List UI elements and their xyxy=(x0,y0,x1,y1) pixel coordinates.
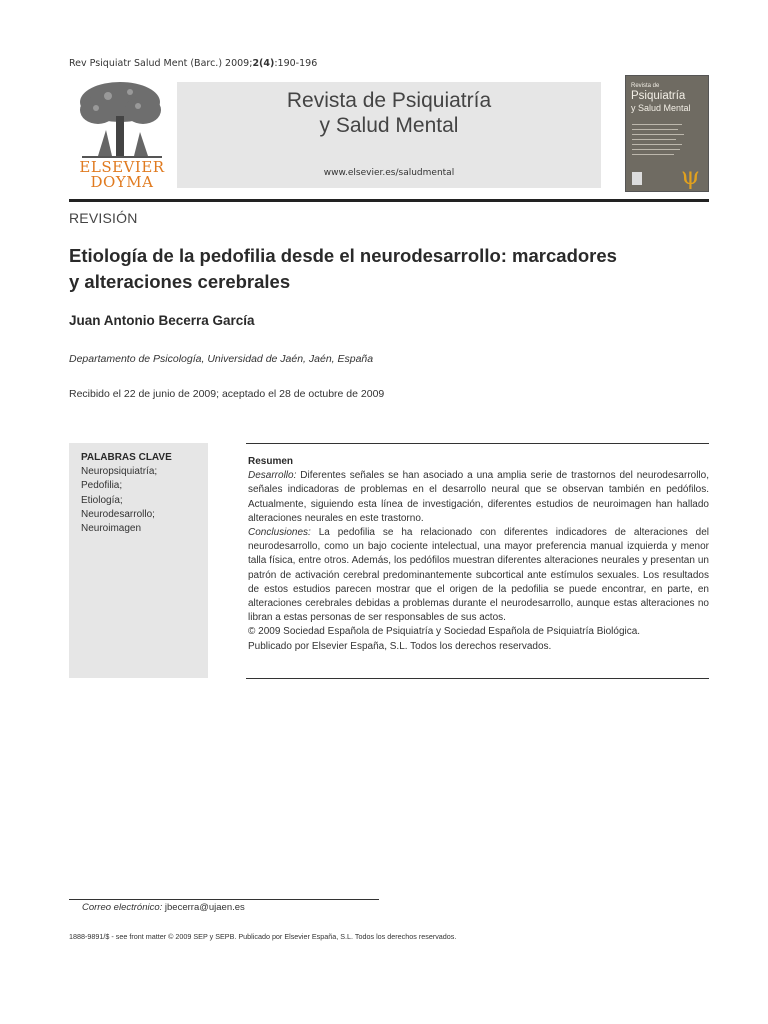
section-label: REVISIÓN xyxy=(69,210,138,226)
keywords-list xyxy=(81,465,157,536)
abstract-copyright-line2: Publicado por Elsevier España, S.L. Todos los derechos reservados. xyxy=(248,640,552,652)
journal-cover-thumbnail xyxy=(625,75,709,192)
article-title-line2: y alteraciones cerebrales xyxy=(69,271,291,292)
email-address[interactable]: jbecerra@ujaen.es xyxy=(162,902,245,913)
footnote-rule xyxy=(69,899,379,900)
cover-text-line xyxy=(632,144,682,145)
keyword-item: Neurodesarrollo; xyxy=(81,508,155,520)
journal-title-line2: y Salud Mental xyxy=(319,114,459,137)
issn-copyright-line: 1888-9891/$ - see front matter © 2009 SEP y SEPB. Publicado por Elsevier España, S.L. Todos los derechos reservados. xyxy=(69,932,457,941)
abstract-copyright-line1: © 2009 Sociedad Española de Psiquiatría y Sociedad Española de Psiquiatría Biológica. xyxy=(248,626,641,638)
abstract-rule-bottom xyxy=(246,678,709,679)
cover-text-line xyxy=(632,124,682,125)
keywords-heading: PALABRAS CLAVE xyxy=(81,452,172,463)
journal-title-line1: Revista de Psiquiatría xyxy=(286,89,492,112)
email-footnote xyxy=(82,902,245,913)
publisher-line2: DOYMA xyxy=(90,173,154,191)
abstract xyxy=(248,455,709,654)
cover-title xyxy=(631,82,707,114)
header-rule xyxy=(69,199,709,202)
cover-title-line2: Psiquiatría xyxy=(631,90,686,102)
cover-title-line1: Revista de xyxy=(631,83,660,89)
email-label: Correo electrónico: xyxy=(82,902,163,913)
journal-url[interactable]: www.elsevier.es/saludmental xyxy=(323,168,455,178)
article-title xyxy=(69,243,699,295)
cover-text-line xyxy=(632,139,676,140)
conclusions-label: Conclusiones: xyxy=(248,527,311,539)
citation-volume: 2(4) xyxy=(252,58,275,69)
development-text: Diferentes señales se han asociado a una amplia serie de trastornos del neurodesarrollo, señales indicadoras de problemas en el desarrollo neural que se observan también en pedófilos. Actualmente, siguiendo esta línea de investigación, diferentes estudios de neuroimagen han hallado alteraciones neurales en este trastorno. xyxy=(248,470,709,524)
journal-title xyxy=(177,88,601,138)
elsevier-wordmark xyxy=(68,160,176,190)
cover-text-line xyxy=(632,129,678,130)
author-affiliation: Departamento de Psicología, Universidad de Jaén, Jaén, España xyxy=(69,353,374,365)
cover-publisher-icon xyxy=(632,172,642,185)
keyword-item: Etiología; xyxy=(81,494,123,506)
citation-pages: :190-196 xyxy=(274,58,318,69)
abstract-conclusions xyxy=(248,526,709,625)
conclusions-text: La pedofilia se ha relacionado con diferentes indicadores de alteraciones del neurodesarrollo, como un bajo cociente intelectual, una mayor preferencia manual izquierda y menor talla física, entre otros. Además, los pedófilos muestran diferentes alteraciones neurales y presentan un patrón de activación cerebral predominantemente subcortical ante estímulos sexuales. Los resultados de estos estudios parecen mostrar que el origen de la pedofilia se puede encontrar, en parte, en alteraciones cerebrales debidas a problemas durante el neurodesarrollo, aunque estas alteraciones no libran a estas personas de ser responsables de sus actos. xyxy=(248,527,709,624)
psi-icon: ψ xyxy=(681,162,700,190)
keyword-item: Pedofilia; xyxy=(81,480,123,492)
development-label: Desarrollo: xyxy=(248,470,297,482)
abstract-heading: Resumen xyxy=(248,456,294,467)
cover-text-line xyxy=(632,134,684,135)
abstract-rule-top xyxy=(246,443,709,444)
cover-text-line xyxy=(632,149,680,150)
keyword-item: Neuropsiquiatría; xyxy=(81,466,158,477)
abstract-development xyxy=(248,469,709,526)
cover-text-line xyxy=(632,154,674,155)
cover-title-line3: y Salud Mental xyxy=(631,103,691,113)
citation-line xyxy=(69,58,317,69)
keyword-item: Neuroimagen xyxy=(81,523,142,535)
publisher-line1: ELSEVIER xyxy=(79,158,165,176)
citation-prefix: Rev Psiquiatr Salud Ment (Barc.) 2009; xyxy=(69,58,253,69)
article-title-line1: Etiología de la pedofilia desde el neurodesarrollo: marcadores xyxy=(69,245,617,266)
author-name: Juan Antonio Becerra García xyxy=(69,313,255,328)
received-dates: Recibido el 22 de junio de 2009; aceptado el 28 de octubre de 2009 xyxy=(69,388,385,400)
